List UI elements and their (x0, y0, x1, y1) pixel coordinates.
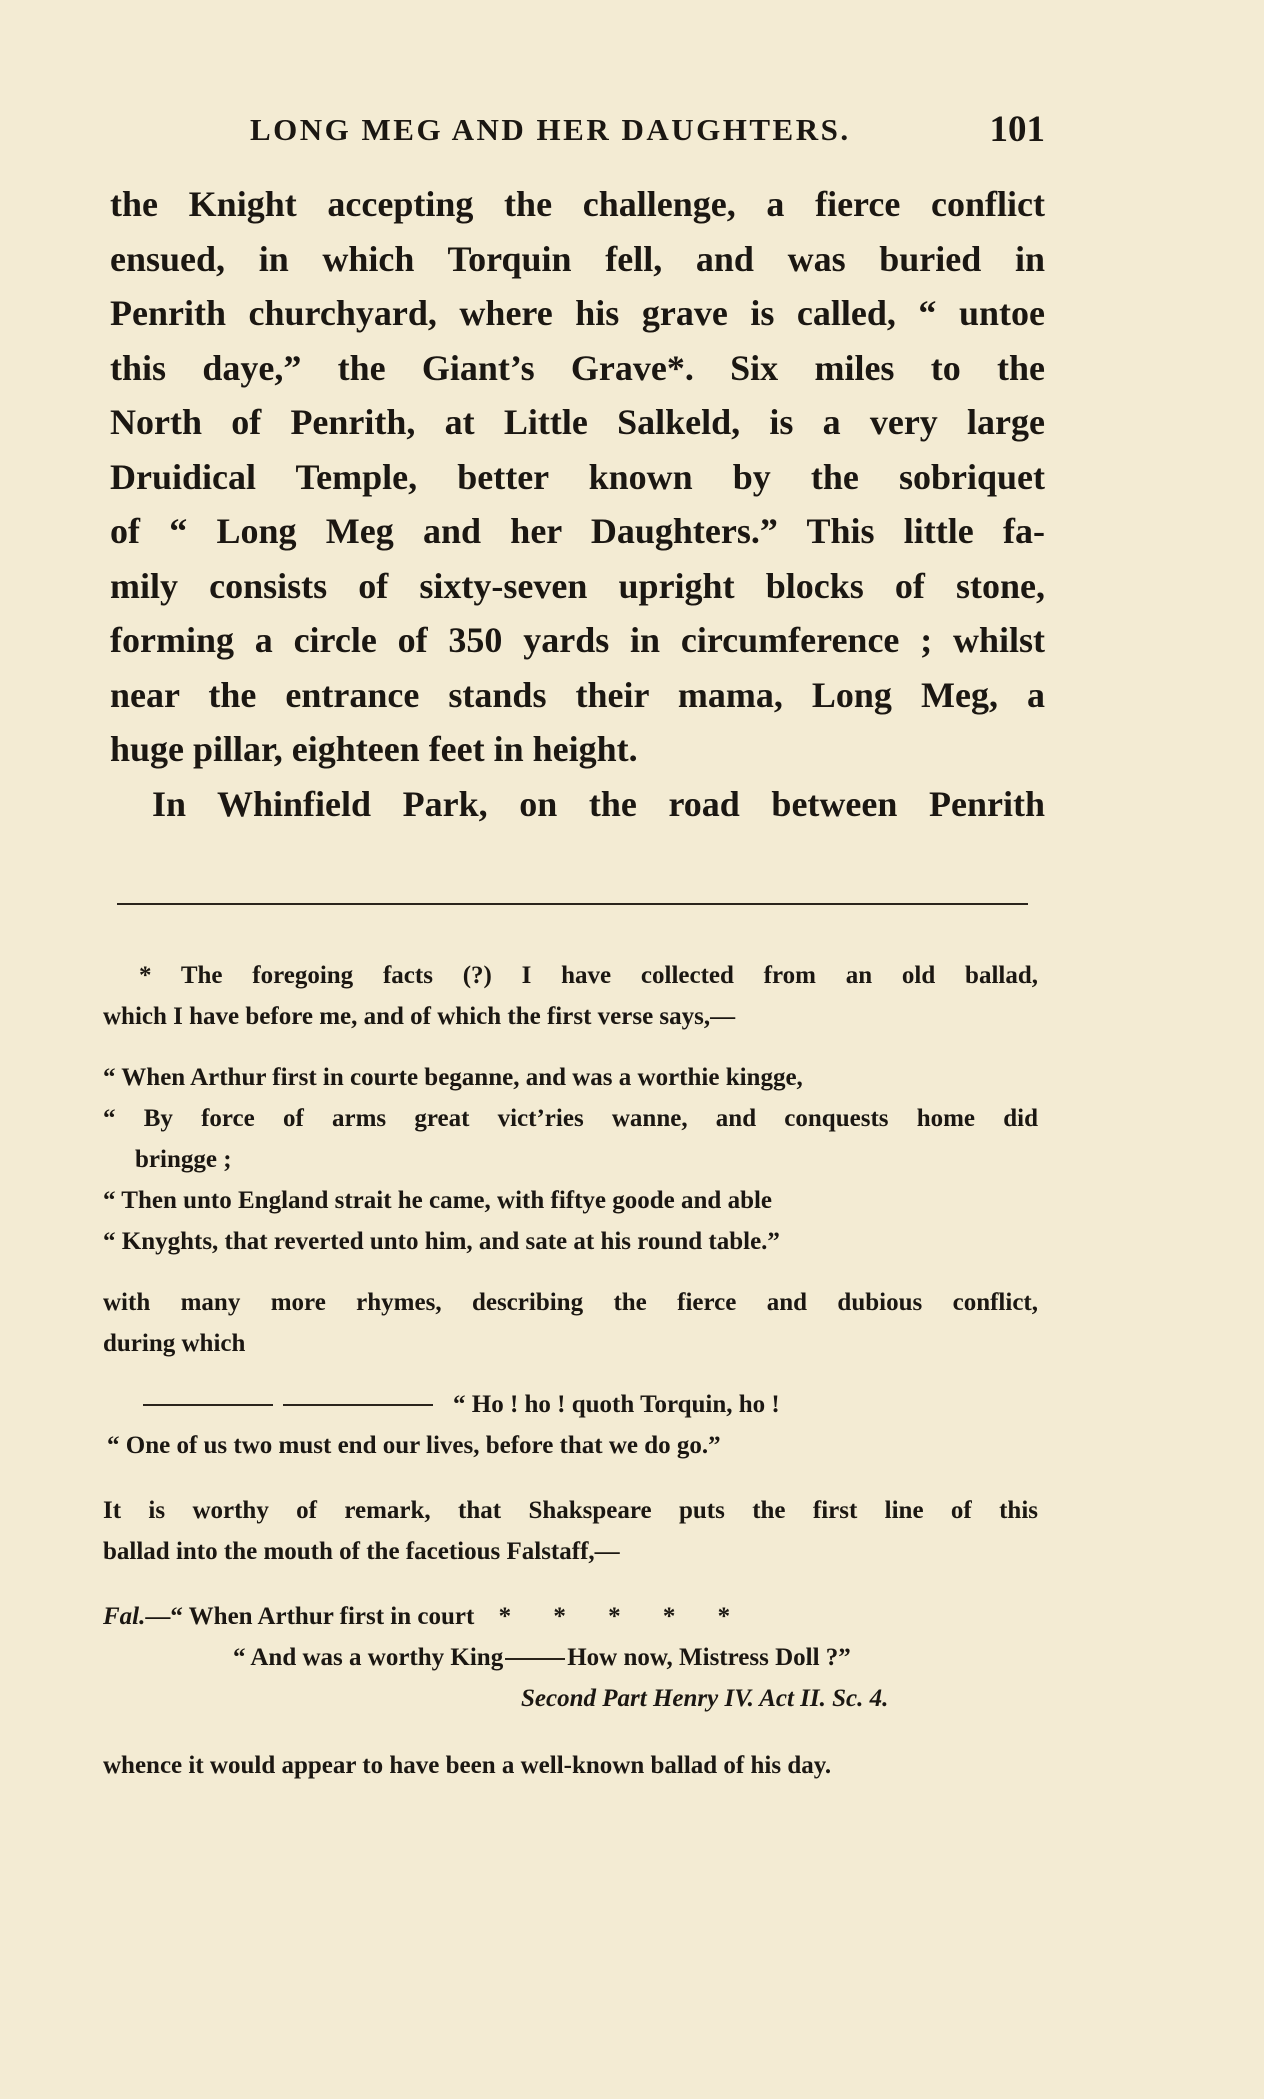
text-line: huge pillar, eighteen feet in height. (110, 729, 638, 769)
text-line: of “ Long Meg and her Daughters.” This little fa- (110, 511, 1045, 551)
quote-text: —“ When Arthur first in court (145, 1603, 475, 1630)
text-line: the Knight accepting the challenge, a fierce conflict (110, 184, 1045, 224)
text-line: Penrith churchyard, where his grave is called, “ untoe (110, 293, 1045, 333)
omission-stars: * * * * * (498, 1603, 749, 1630)
text-line: ensued, in which Torquin fell, and was buried in (110, 238, 1045, 279)
footnote (103, 955, 1038, 1786)
footnote-divider (117, 903, 1028, 905)
quote-line-king (103, 1637, 1038, 1678)
citation: Second Part Henry IV. Act II. Sc. 4. (521, 1685, 889, 1712)
footnote-line: which I have before me, and of which the first verse says,— (103, 1003, 736, 1030)
text-line: Druidical Temple, better known by the sobriquet (110, 456, 1045, 497)
footnote-line: whence it would appear to have been a well-known ballad of his day. (103, 1752, 832, 1779)
quote-text: “ And was a worthy King (233, 1644, 504, 1671)
speaker-label: Fal. (103, 1603, 146, 1630)
quote-text: How now, Mistress Doll ?” (567, 1644, 851, 1671)
verse-line: “ By force of arms great vict’ries wanne, and conquests home did (103, 1105, 1038, 1132)
verse-line: “ Then unto England strait he came, with fiftye goode and able (103, 1187, 773, 1214)
verse-line-ho (103, 1384, 1038, 1425)
main-text (110, 177, 1045, 831)
text-line: near the entrance stands their mama, Long Meg, a (110, 674, 1045, 715)
running-title: LONG MEG AND HER DAUGHTERS. (250, 112, 851, 147)
page-number: 101 (989, 109, 1045, 150)
text-line: North of Penrith, at Little Salkeld, is a very large (110, 402, 1045, 442)
quote-line-fal (103, 1596, 1038, 1637)
em-dash-rule (505, 1658, 565, 1660)
footnote-line: ballad into the mouth of the facetious Falstaff,— (103, 1538, 620, 1565)
text-line: In Whinfield Park, on the road between Penrith (152, 783, 1045, 824)
footnote-line: during which (103, 1330, 246, 1357)
ho-text: “ Ho ! ho ! quoth Torquin, ho ! (453, 1391, 780, 1418)
footnote-line: * The foregoing facts (?) I have collected from an old ballad, (139, 962, 1038, 989)
verse-line: “ Knyghts, that reverted unto him, and sate at his round table.” (103, 1228, 780, 1255)
text-line: forming a circle of 350 yards in circumference ; whilst (110, 620, 1045, 660)
text-line: mily consists of sixty-seven upright blocks of stone, (110, 565, 1045, 606)
footnote-line: It is worthy of remark, that Shakspeare puts the first line of this (103, 1497, 1038, 1524)
verse-line: “ One of us two must end our lives, before that we do go.” (107, 1432, 721, 1459)
text-line: this daye,” the Giant’s Grave*. Six miles to the (110, 347, 1045, 388)
page-header (110, 108, 1045, 152)
verse-line: “ When Arthur first in courte beganne, and was a worthie kingge, (103, 1064, 803, 1091)
omission-rule (283, 1404, 433, 1406)
verse-line: bringge ; (135, 1146, 232, 1173)
omission-rule (143, 1404, 273, 1406)
footnote-line: with many more rhymes, describing the fierce and dubious conflict, (103, 1289, 1038, 1316)
